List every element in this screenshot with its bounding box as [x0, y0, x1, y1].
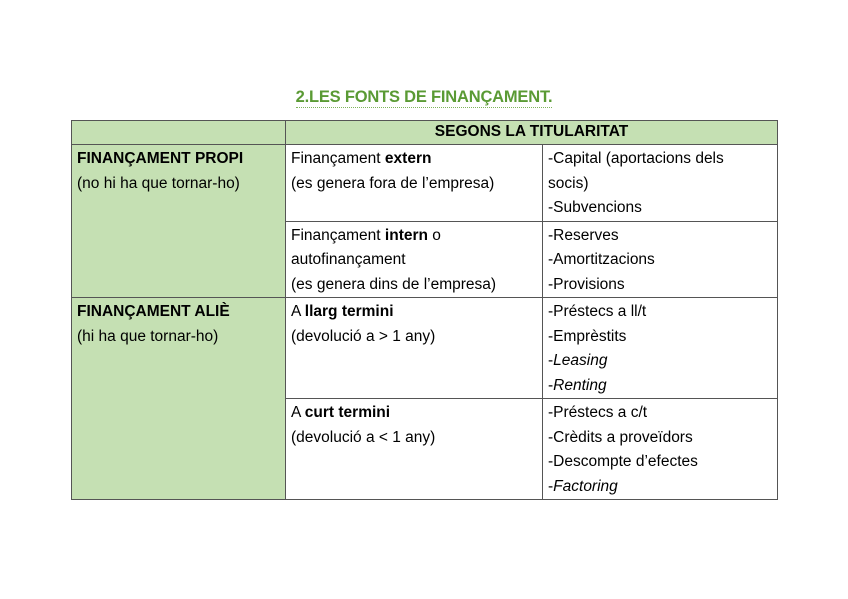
- type-llarg-cell: [286, 298, 543, 399]
- list-dash: -: [548, 477, 554, 495]
- table-header-row: [72, 121, 778, 145]
- type-llarg-label-pre: A: [291, 303, 305, 320]
- type-extern-label-pre: Finançament: [291, 150, 385, 167]
- list-item-italic: Renting: [553, 376, 607, 394]
- list-item: socis): [548, 174, 589, 192]
- list-item: -Crèdits a proveïdors: [548, 428, 693, 446]
- list-item: [548, 374, 772, 399]
- type-intern-label-pre: Finançament: [291, 226, 385, 244]
- list-item: -Provisions: [548, 275, 625, 293]
- table-row-llarg: [72, 298, 778, 399]
- items-extern-cell: [543, 145, 778, 222]
- type-extern-cell: [286, 145, 543, 222]
- list-item: -Emprèstits: [548, 327, 627, 345]
- items-llarg-cell: [543, 298, 778, 399]
- list-item: -Descompte d’efectes: [548, 453, 698, 470]
- category-alie-cell: [72, 298, 286, 500]
- category-alie-label: FINANÇAMENT ALIÈ: [77, 303, 230, 320]
- type-curt-cell: [286, 399, 543, 500]
- items-curt-cell: [543, 399, 778, 500]
- type-curt-label-bold: curt termini: [304, 404, 391, 421]
- type-intern-label-bold: intern: [384, 226, 428, 244]
- type-llarg-desc: (devolució a > 1 any): [291, 327, 436, 345]
- list-item: -Amortitzacions: [548, 251, 655, 268]
- list-item: -Préstecs a ll/t: [548, 303, 647, 320]
- financing-sources-table: [71, 120, 778, 500]
- type-intern-desc: (es genera dins de l’empresa): [291, 275, 497, 293]
- list-item-italic: Leasing: [553, 352, 608, 369]
- type-intern-line2: autofinançament: [291, 251, 406, 268]
- list-item: [548, 475, 772, 500]
- category-propi-note: (no hi ha que tornar-ho): [77, 174, 240, 192]
- category-alie-note: (hi ha que tornar-ho): [77, 327, 219, 345]
- type-extern-label-bold: extern: [384, 150, 432, 167]
- list-item-italic: Factoring: [553, 477, 618, 495]
- list-dash: -: [548, 376, 554, 394]
- type-curt-label-pre: A: [291, 404, 305, 421]
- header-empty-cell: [72, 121, 286, 145]
- header-titularitat: SEGONS LA TITULARITAT: [286, 121, 778, 145]
- type-llarg-label-bold: llarg termini: [304, 303, 394, 320]
- list-item: -Subvencions: [548, 199, 642, 216]
- list-item: -Capital (aportacions dels: [548, 150, 724, 167]
- items-intern-cell: [543, 221, 778, 298]
- type-intern-cell: [286, 221, 543, 298]
- type-intern-label-post: o: [427, 226, 441, 244]
- list-dash: -: [548, 352, 554, 369]
- category-propi-label: FINANÇAMENT PROPI: [77, 150, 244, 167]
- page-title: 2.LES FONTS DE FINANÇAMENT.: [295, 88, 553, 106]
- list-item: [548, 349, 772, 374]
- category-propi-cell: [72, 145, 286, 298]
- type-extern-desc: (es genera fora de l’empresa): [291, 174, 495, 192]
- list-item: -Reserves: [548, 226, 619, 244]
- table-row-extern: [72, 145, 778, 222]
- list-item: -Préstecs a c/t: [548, 404, 648, 421]
- type-curt-desc: (devolució a < 1 any): [291, 428, 436, 446]
